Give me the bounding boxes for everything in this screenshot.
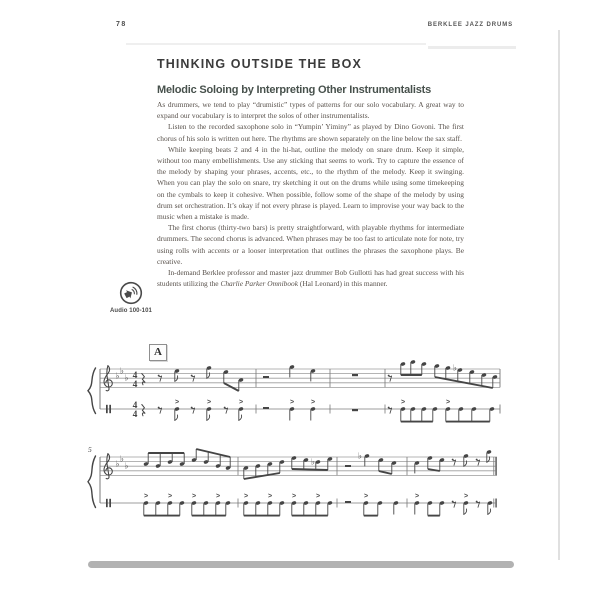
- svg-text:♭: ♭: [115, 371, 120, 382]
- svg-text:♭: ♭: [119, 454, 125, 465]
- svg-text:>: >: [315, 493, 321, 500]
- scan-streak: [126, 43, 426, 45]
- svg-text:>: >: [215, 493, 221, 500]
- section-title: THINKING OUTSIDE THE BOX: [157, 57, 362, 71]
- svg-text:>: >: [243, 493, 249, 500]
- paragraph-text: (Hal Leonard) in this manner.: [298, 279, 388, 289]
- svg-text:>: >: [445, 399, 451, 406]
- svg-text:♭: ♭: [310, 457, 316, 468]
- svg-text:♭: ♭: [124, 461, 129, 472]
- svg-text:>: >: [400, 399, 406, 406]
- paragraph: [157, 267, 464, 289]
- scan-streak: [428, 46, 516, 49]
- svg-text:♭: ♭: [119, 366, 125, 377]
- svg-text:4: 4: [132, 370, 138, 381]
- svg-text:>: >: [310, 399, 316, 406]
- svg-text:>: >: [143, 493, 149, 500]
- paragraph: The first chorus (thirty-two bars) is pretty straightforward, with playable rhythms for intermediate drummers. The second chorus is advanced. When phrases may be too fast to articulate note for note, try using rolls with accents or a looser interpretation that outlines the phrases the saxophone plays. Be creative.: [157, 223, 464, 266]
- svg-text:>: >: [238, 399, 244, 406]
- paragraph-text: In-demand Berklee professor and master jazz drummer Bob Gullotti has had great success with his students utilizing the: [157, 268, 464, 289]
- svg-text:>: >: [191, 493, 197, 500]
- svg-text:♭: ♭: [357, 451, 363, 462]
- brand-header: BERKLEE JAZZ DRUMS: [427, 22, 513, 28]
- svg-text:>: >: [289, 399, 295, 406]
- page-bottom-shadow: [88, 561, 514, 568]
- svg-text:>: >: [363, 493, 369, 500]
- svg-text:4: 4: [132, 401, 138, 411]
- svg-text:♭: ♭: [452, 363, 458, 374]
- measure-number: 5: [88, 445, 92, 454]
- svg-text:>: >: [267, 493, 273, 500]
- svg-text:>: >: [414, 493, 420, 500]
- rehearsal-mark-letter: A: [154, 346, 162, 358]
- svg-text:4: 4: [132, 410, 138, 420]
- paragraph: Listen to the recorded saxophone solo in “Yumpin’ Yiminy” as played by Dino Govoni. The first chorus of his solo is written out here. The rhythms are shown separately on the line below the sax staff.: [157, 122, 464, 143]
- body-text: [157, 99, 464, 289]
- speaker-icon: [118, 280, 144, 306]
- svg-text:>: >: [463, 493, 469, 500]
- melodic-heading: Melodic Soloing by Interpreting Other Instrumentalists: [157, 84, 432, 96]
- svg-text:♭: ♭: [115, 459, 120, 470]
- svg-text:>: >: [291, 493, 297, 500]
- italic-book-title: Charlie Parker Omnibook: [220, 279, 299, 289]
- svg-text:>: >: [167, 493, 173, 500]
- svg-text:>: >: [174, 399, 180, 406]
- page-number: 78: [116, 21, 127, 28]
- svg-text:4: 4: [132, 380, 138, 390]
- svg-text:♭: ♭: [124, 373, 129, 384]
- svg-text:>: >: [206, 399, 212, 406]
- rehearsal-mark-box: [149, 344, 167, 361]
- paragraph: While keeping beats 2 and 4 in the hi-hat, outline the melody on snare drum. Keep it simple, without too many embellishments. Use any sticking that seems to work. Try to capture the essence of the melody by shaping your phrases, accents, etc., to the rhythm of the melody. Keep it swinging. When you can play the solo on snare, try sketching it out on the drums while using some timekeeping on the cymbals to keep it cohesive. When possible, follow some of the shape of the melody by using drum set orchestration. It’s okay if not every phrase is played. Learn to improvise your way back to the music when a mistake is made.: [157, 144, 464, 222]
- page-edge-line: [558, 30, 560, 560]
- paragraph: As drummers, we tend to play “drumistic” types of patterns for our solo vocabulary. A great way to expand our vocabulary is to interpret the solos of other instrumentalists.: [157, 100, 464, 121]
- audio-label: Audio 100-101: [110, 308, 152, 314]
- audio-badge: [101, 280, 161, 314]
